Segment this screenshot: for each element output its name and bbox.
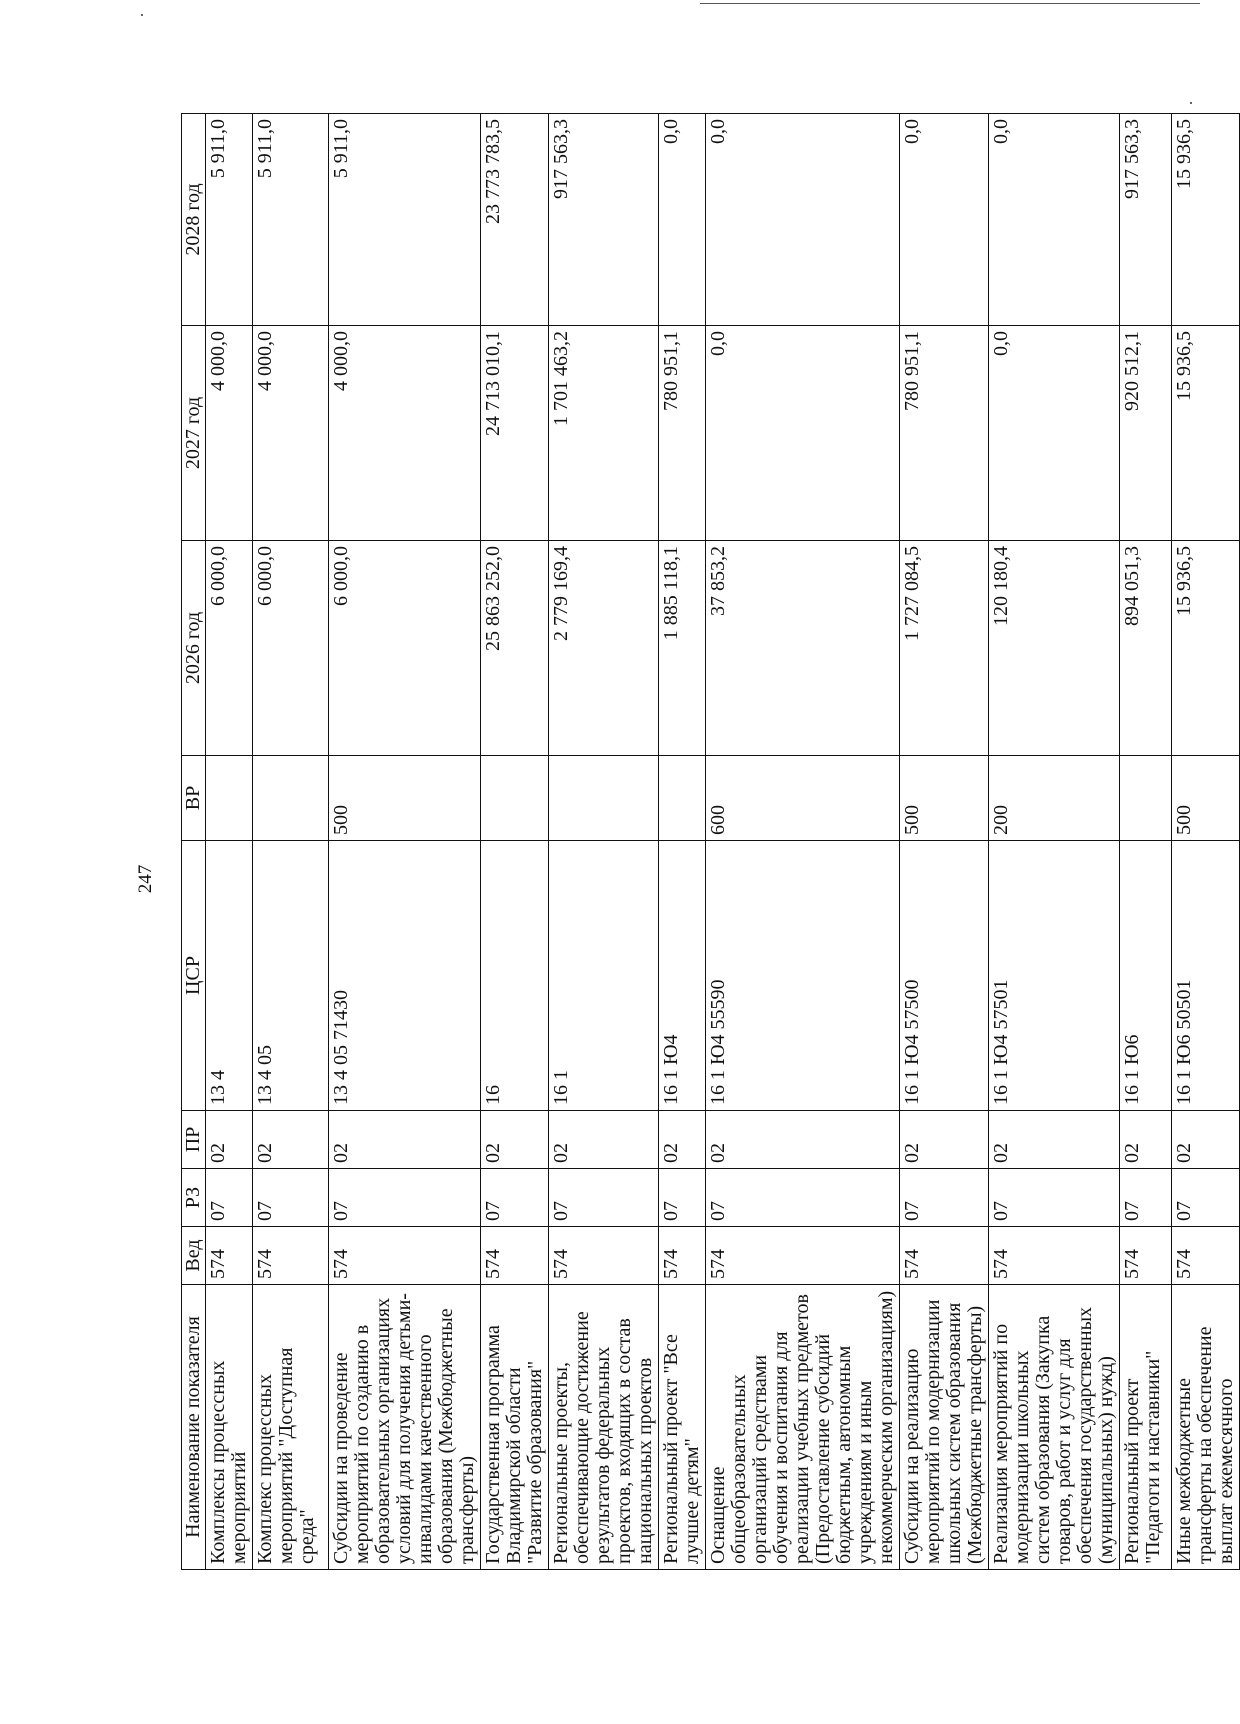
- table-row: [1172, 114, 1240, 1570]
- table-row: [1120, 114, 1172, 1570]
- cell-ved: 574: [549, 1227, 659, 1285]
- header-name: Наименование показателя: [182, 1285, 206, 1570]
- cell-vr: [481, 756, 549, 841]
- cell-2028: 917 563,3: [549, 114, 659, 326]
- cell-ved: 574: [900, 1227, 989, 1285]
- cell-2027: 15 936,5: [1172, 326, 1240, 541]
- cell-2026: 15 936,5: [1172, 541, 1240, 756]
- header-pr: ПР: [182, 1111, 206, 1169]
- cell-csr: 16 1: [549, 841, 659, 1111]
- scan-speck: [141, 14, 143, 16]
- table-row: [706, 114, 900, 1570]
- cell-ved: 574: [481, 1227, 549, 1285]
- cell-csr: 16 1 Ю4 57501: [989, 841, 1120, 1111]
- cell-ved: 574: [1120, 1227, 1172, 1285]
- cell-vr: [659, 756, 706, 841]
- cell-name: Субсидии на проведение мероприятий по созданию в образовательных организациях условий для получения детьми-инвалидами качественного образования (Межбюджетные трансферты): [329, 1285, 481, 1570]
- cell-name: Государственная программа Владимирской области "Развитие образования": [481, 1285, 549, 1570]
- cell-rz: 07: [900, 1169, 989, 1227]
- cell-pr: 02: [659, 1111, 706, 1169]
- cell-csr: 16 1 Ю4 57500: [900, 841, 989, 1111]
- cell-csr: 13 4: [206, 841, 253, 1111]
- header-2026: 2026 год: [182, 541, 206, 756]
- header-ved: Вед: [182, 1227, 206, 1285]
- cell-vr: [253, 756, 329, 841]
- cell-pr: 02: [900, 1111, 989, 1169]
- cell-vr: 500: [1172, 756, 1240, 841]
- cell-csr: 16 1 Ю6 50501: [1172, 841, 1240, 1111]
- cell-2028: 5 911,0: [253, 114, 329, 326]
- cell-pr: 02: [549, 1111, 659, 1169]
- cell-name: Комплекс процессных мероприятий "Доступная среда": [253, 1285, 329, 1570]
- cell-vr: 200: [989, 756, 1120, 841]
- cell-2026: 1 885 118,1: [659, 541, 706, 756]
- cell-rz: 07: [659, 1169, 706, 1227]
- cell-pr: 02: [706, 1111, 900, 1169]
- cell-2027: 24 713 010,1: [481, 326, 549, 541]
- cell-vr: 500: [900, 756, 989, 841]
- cell-2027: 4 000,0: [253, 326, 329, 541]
- cell-vr: [1120, 756, 1172, 841]
- cell-vr: 600: [706, 756, 900, 841]
- cell-vr: 500: [329, 756, 481, 841]
- cell-2028: 0,0: [900, 114, 989, 326]
- rotated-table-container: [181, 114, 1237, 1570]
- budget-table: [181, 113, 1240, 1570]
- cell-csr: 16 1 Ю4 55590: [706, 841, 900, 1111]
- cell-2026: 37 853,2: [706, 541, 900, 756]
- cell-pr: 02: [329, 1111, 481, 1169]
- cell-2028: 15 936,5: [1172, 114, 1240, 326]
- cell-rz: 07: [253, 1169, 329, 1227]
- cell-ved: 574: [206, 1227, 253, 1285]
- header-2028: 2028 год: [182, 114, 206, 326]
- table-header-row: [182, 114, 206, 1570]
- cell-2027: 0,0: [989, 326, 1120, 541]
- cell-2028: 0,0: [706, 114, 900, 326]
- cell-name: Субсидии на реализацию мероприятий по модернизации школьных систем образования (Межбюджетные трансферты): [900, 1285, 989, 1570]
- table-row: [253, 114, 329, 1570]
- cell-pr: 02: [989, 1111, 1120, 1169]
- cell-rz: 07: [1172, 1169, 1240, 1227]
- page-number: 247: [135, 864, 156, 894]
- cell-2026: 120 180,4: [989, 541, 1120, 756]
- cell-csr: 13 4 05 71430: [329, 841, 481, 1111]
- cell-ved: 574: [659, 1227, 706, 1285]
- table-row: [206, 114, 253, 1570]
- cell-2028: 0,0: [989, 114, 1120, 326]
- cell-pr: 02: [206, 1111, 253, 1169]
- header-vr: ВР: [182, 756, 206, 841]
- cell-2028: 0,0: [659, 114, 706, 326]
- cell-ved: 574: [329, 1227, 481, 1285]
- table-row: [329, 114, 481, 1570]
- cell-2026: 6 000,0: [329, 541, 481, 756]
- cell-rz: 07: [706, 1169, 900, 1227]
- cell-csr: 13 4 05: [253, 841, 329, 1111]
- cell-rz: 07: [989, 1169, 1120, 1227]
- cell-name: Реализация мероприятий по модернизации школьных систем образования (Закупка товаров, работ и услуг для обеспечения государственных (муниципальных) нужд): [989, 1285, 1120, 1570]
- table-row: [481, 114, 549, 1570]
- cell-pr: 02: [1172, 1111, 1240, 1169]
- cell-2026: 6 000,0: [206, 541, 253, 756]
- cell-2027: 4 000,0: [329, 326, 481, 541]
- cell-name: Региональный проект "Все лучшее детям": [659, 1285, 706, 1570]
- cell-vr: [206, 756, 253, 841]
- cell-rz: 07: [1120, 1169, 1172, 1227]
- header-2027: 2027 год: [182, 326, 206, 541]
- header-csr: ЦСР: [182, 841, 206, 1111]
- cell-pr: 02: [253, 1111, 329, 1169]
- cell-rz: 07: [481, 1169, 549, 1227]
- cell-name: Иные межбюджетные трансферты на обеспечение выплат ежемесячного: [1172, 1285, 1240, 1570]
- cell-2028: 917 563,3: [1120, 114, 1172, 326]
- cell-2026: 894 051,3: [1120, 541, 1172, 756]
- cell-2027: 1 701 463,2: [549, 326, 659, 541]
- table-row: [900, 114, 989, 1570]
- table-row: [989, 114, 1120, 1570]
- cell-csr: 16 1 Ю4: [659, 841, 706, 1111]
- cell-2026: 2 779 169,4: [549, 541, 659, 756]
- cell-vr: [549, 756, 659, 841]
- cell-csr: 16: [481, 841, 549, 1111]
- cell-2027: 0,0: [706, 326, 900, 541]
- cell-rz: 07: [549, 1169, 659, 1227]
- cell-2027: 780 951,1: [900, 326, 989, 541]
- scan-edge-line: [700, 3, 1200, 4]
- cell-2027: 4 000,0: [206, 326, 253, 541]
- cell-name: Региональные проекты, обеспечивающие достижение результатов федеральных проектов, входящих в состав национальных проектов: [549, 1285, 659, 1570]
- table-row: [659, 114, 706, 1570]
- cell-2028: 5 911,0: [329, 114, 481, 326]
- cell-2028: 23 773 783,5: [481, 114, 549, 326]
- cell-rz: 07: [206, 1169, 253, 1227]
- cell-ved: 574: [706, 1227, 900, 1285]
- cell-csr: 16 1 Ю6: [1120, 841, 1172, 1111]
- cell-2028: 5 911,0: [206, 114, 253, 326]
- cell-2026: 1 727 084,5: [900, 541, 989, 756]
- cell-ved: 574: [1172, 1227, 1240, 1285]
- cell-name: Региональный проект "Педагоги и наставники": [1120, 1285, 1172, 1570]
- cell-rz: 07: [329, 1169, 481, 1227]
- cell-pr: 02: [481, 1111, 549, 1169]
- table-row: [549, 114, 659, 1570]
- cell-name: Оснащение общеобразовательных организаций средствами обучения и воспитания для реализации учебных предметов (Предоставление субсидий бюджетным, автономным учреждениям и иным некоммерческим организациям): [706, 1285, 900, 1570]
- cell-name: Комплексы процессных мероприятий: [206, 1285, 253, 1570]
- scan-speck: [1190, 102, 1192, 104]
- cell-2026: 25 863 252,0: [481, 541, 549, 756]
- cell-ved: 574: [253, 1227, 329, 1285]
- cell-2027: 920 512,1: [1120, 326, 1172, 541]
- cell-2027: 780 951,1: [659, 326, 706, 541]
- cell-pr: 02: [1120, 1111, 1172, 1169]
- cell-2026: 6 000,0: [253, 541, 329, 756]
- cell-ved: 574: [989, 1227, 1120, 1285]
- header-rz: РЗ: [182, 1169, 206, 1227]
